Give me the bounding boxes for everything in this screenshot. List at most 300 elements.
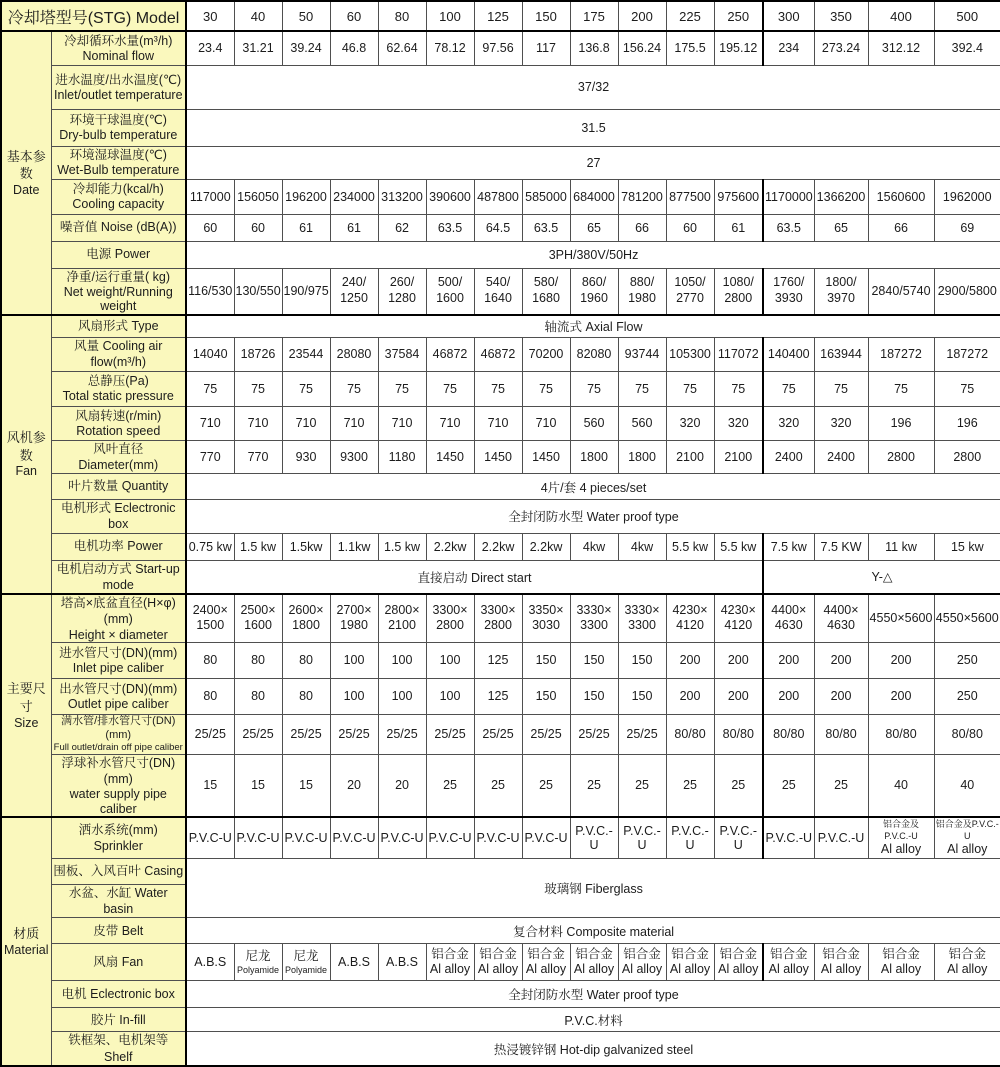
- value-cell: P.V.C-U: [330, 817, 378, 858]
- cell-line: Al alloy: [947, 962, 988, 977]
- value-cell: 80/80: [714, 714, 763, 754]
- row-label-zh: 总静压(Pa): [87, 374, 149, 389]
- row-label: [51, 533, 186, 560]
- row-label: [51, 146, 186, 179]
- cell-line: 1500: [196, 618, 225, 633]
- value-cell: 1962000: [934, 179, 1000, 214]
- value-cell: 25: [714, 754, 763, 817]
- value-cell: 100: [378, 642, 426, 678]
- value-cell: 37584: [378, 338, 426, 372]
- value-cell: 1.5kw: [282, 533, 330, 560]
- cell-line: 2770: [676, 291, 704, 305]
- value-cell: 2400: [763, 440, 814, 474]
- value-cell: 312.12: [868, 31, 934, 65]
- row-label-zh: 铁框架、电机架等 Shelf: [68, 1033, 169, 1064]
- value-cell: [666, 268, 714, 315]
- merged-value-cell: 全封闭防水型 Water proof type: [186, 981, 1000, 1008]
- row-label-zh: 进水管尺寸(DN)(mm): [59, 646, 178, 661]
- value-cell: 1450: [474, 440, 522, 474]
- value-cell: [570, 944, 618, 981]
- value-cell: 770: [186, 440, 234, 474]
- row-label-zh: 进水温度/出水温度(℃): [55, 72, 182, 87]
- row-label-en: Total static pressure: [62, 389, 174, 404]
- cell-line: Al alloy: [573, 962, 615, 977]
- value-cell: 150: [522, 678, 570, 714]
- merged-value-cell: 复合材料 Composite material: [186, 918, 1000, 944]
- value-cell: 130/550: [234, 268, 282, 315]
- model-header-cell: 50: [282, 1, 330, 31]
- value-cell: [378, 268, 426, 315]
- value-cell: 80/80: [868, 714, 934, 754]
- value-cell: 46872: [474, 338, 522, 372]
- value-cell: 125: [474, 678, 522, 714]
- value-cell: 200: [763, 678, 814, 714]
- value-cell: [868, 817, 934, 858]
- value-cell: 100: [378, 678, 426, 714]
- value-cell: [666, 944, 714, 981]
- value-cell: 710: [426, 406, 474, 440]
- cell-line: Al alloy: [669, 962, 711, 977]
- value-cell: 156050: [234, 179, 282, 214]
- model-header-cell: 125: [474, 1, 522, 31]
- row-label-zh: 环境湿球温度(℃): [69, 148, 167, 163]
- value-cell: 69: [934, 214, 1000, 241]
- value-cell: 234000: [330, 179, 378, 214]
- cell-line: 260/: [389, 275, 415, 290]
- cell-line: 3300: [580, 618, 608, 633]
- cell-line: Al alloy: [880, 842, 922, 857]
- model-header-cell: 250: [714, 1, 763, 31]
- cell-line: 3930: [774, 291, 803, 305]
- value-cell: 930: [282, 440, 330, 474]
- value-cell: 80: [186, 678, 234, 714]
- value-cell: 75: [330, 371, 378, 406]
- value-cell: 487800: [474, 179, 522, 214]
- cell-line: 500/: [437, 275, 463, 290]
- value-cell: 175.5: [666, 31, 714, 65]
- value-cell: 2100: [714, 440, 763, 474]
- merged-value-cell: 轴流式 Axial Flow: [186, 315, 1000, 338]
- value-cell: [934, 944, 1000, 981]
- cell-line: 尼龙: [245, 948, 271, 963]
- value-cell: 877500: [666, 179, 714, 214]
- value-cell: 25/25: [474, 714, 522, 754]
- group-label-zh: 风机参数: [6, 430, 46, 463]
- cell-line: 2800: [436, 618, 464, 633]
- value-cell: 2800: [868, 440, 934, 474]
- value-cell: 7.5 kw: [763, 533, 814, 560]
- cell-line: 2700×: [336, 602, 372, 617]
- value-cell: 75: [282, 371, 330, 406]
- value-cell: 5.5 kw: [714, 533, 763, 560]
- value-cell: 40: [934, 754, 1000, 817]
- row-label: [51, 858, 186, 884]
- value-cell: 75: [474, 371, 522, 406]
- value-cell: 75: [763, 371, 814, 406]
- value-cell: 25/25: [282, 714, 330, 754]
- row-label-zh: 叶片数量 Quantity: [68, 479, 169, 494]
- value-cell: 140400: [763, 338, 814, 372]
- value-cell: 156.24: [618, 31, 666, 65]
- value-cell: 23.4: [186, 31, 234, 65]
- value-cell: [330, 268, 378, 315]
- model-header-cell: 200: [618, 1, 666, 31]
- value-cell: [234, 594, 282, 642]
- cell-line: 2600×: [288, 602, 324, 617]
- value-cell: P.V.C.-U: [618, 817, 666, 858]
- row-label-en: Wet-Bulb temperature: [57, 163, 180, 178]
- cell-line: 1800/: [825, 275, 857, 290]
- cell-line: 3330×: [624, 602, 660, 617]
- merged-value-cell: 3PH/380V/50Hz: [186, 241, 1000, 268]
- value-cell: 2800: [934, 440, 1000, 474]
- group-label-zh: 材质: [13, 926, 40, 942]
- row-label: [51, 440, 186, 474]
- cell-line: 铝合金: [671, 946, 709, 961]
- value-cell: 4kw: [618, 533, 666, 560]
- row-label-en: Net weight/Running weight: [63, 284, 173, 314]
- value-cell: 80: [282, 642, 330, 678]
- row-label: [51, 500, 186, 534]
- value-cell: 15 kw: [934, 533, 1000, 560]
- group-label-en: Material: [4, 942, 49, 957]
- value-cell: 25: [814, 754, 868, 817]
- cell-line: 1080/: [722, 275, 754, 290]
- row-label-zh: 环境干球温度(℃): [69, 113, 167, 128]
- row-label: [51, 981, 186, 1008]
- row-label: [51, 754, 186, 817]
- row-label: [51, 371, 186, 406]
- value-cell: [282, 944, 330, 981]
- row-label-zh: 风扇 Fan: [93, 955, 144, 970]
- model-header-cell: 30: [186, 1, 234, 31]
- row-label: [51, 31, 186, 65]
- value-cell: 80: [186, 642, 234, 678]
- value-cell: 100: [426, 642, 474, 678]
- model-header-cell: 40: [234, 1, 282, 31]
- value-cell: 392.4: [934, 31, 1000, 65]
- value-cell: 100: [330, 678, 378, 714]
- group-label-size: [1, 594, 51, 817]
- value-cell: 25: [426, 754, 474, 817]
- row-label: [51, 406, 186, 440]
- value-cell: [186, 594, 234, 642]
- cell-line: 铝合金: [623, 946, 661, 961]
- cell-line: Polyamide: [237, 965, 280, 976]
- value-cell: [426, 268, 474, 315]
- value-cell: 200: [814, 642, 868, 678]
- value-cell: P.V.C-U: [522, 817, 570, 858]
- value-cell: 62.64: [378, 31, 426, 65]
- value-cell: 15: [282, 754, 330, 817]
- value-cell: 200: [763, 642, 814, 678]
- value-cell: [474, 268, 522, 315]
- row-label-zh: 浮球补水管尺寸(DN)(mm): [61, 755, 176, 787]
- row-label-zh: 电机 Eclectronic box: [61, 987, 175, 1002]
- merged-value-cell: 全封闭防水型 Water proof type: [186, 500, 1000, 534]
- value-cell: 200: [714, 678, 763, 714]
- value-cell: 63.5: [426, 214, 474, 241]
- merged-value-cell: 玻璃钢 Fiberglass: [186, 858, 1000, 918]
- value-cell: [618, 268, 666, 315]
- value-cell: 75: [618, 371, 666, 406]
- row-label: [51, 338, 186, 372]
- value-cell: 75: [426, 371, 474, 406]
- group-label-fan: [1, 315, 51, 595]
- value-cell: 23544: [282, 338, 330, 372]
- value-cell: 684000: [570, 179, 618, 214]
- row-label: [51, 642, 186, 678]
- row-label: [51, 817, 186, 858]
- row-label: [51, 918, 186, 944]
- value-cell: 61: [330, 214, 378, 241]
- row-label-zh: 电源 Power: [86, 247, 151, 262]
- value-cell: 200: [868, 678, 934, 714]
- value-cell: 25: [474, 754, 522, 817]
- row-label-zh: 风扇转速(r/min): [75, 408, 162, 423]
- value-cell: 710: [474, 406, 522, 440]
- value-cell: [522, 944, 570, 981]
- value-cell: [814, 944, 868, 981]
- value-cell: [714, 944, 763, 981]
- value-cell: 4550×5600: [934, 594, 1000, 642]
- cell-line: 4120: [724, 618, 753, 633]
- value-cell: [763, 944, 814, 981]
- value-cell: P.V.C-U: [282, 817, 330, 858]
- row-label: [51, 315, 186, 338]
- value-cell: 28080: [330, 338, 378, 372]
- value-cell: 2900/5800: [934, 268, 1000, 315]
- cell-line: Al alloy: [718, 962, 759, 977]
- value-cell: 150: [618, 642, 666, 678]
- model-header-cell: 150: [522, 1, 570, 31]
- value-cell: 60: [186, 214, 234, 241]
- value-cell: 62: [378, 214, 426, 241]
- value-cell: 195.12: [714, 31, 763, 65]
- value-cell: [714, 594, 763, 642]
- cell-line: 铝合金: [882, 946, 920, 961]
- value-cell: 61: [714, 214, 763, 241]
- value-cell: [522, 594, 570, 642]
- cell-line: Al alloy: [525, 962, 567, 977]
- model-header-cell: 175: [570, 1, 618, 31]
- row-label-en: Cooling capacity: [72, 197, 165, 212]
- value-cell: 150: [570, 642, 618, 678]
- cell-line: 铝合金: [431, 946, 469, 961]
- model-header-cell: 60: [330, 1, 378, 31]
- value-cell: 63.5: [522, 214, 570, 241]
- value-cell: 105300: [666, 338, 714, 372]
- value-cell: 80/80: [934, 714, 1000, 754]
- model-header-cell: 225: [666, 1, 714, 31]
- value-cell: 93744: [618, 338, 666, 372]
- row-label: [51, 678, 186, 714]
- value-cell: 80/80: [814, 714, 868, 754]
- value-cell: 196: [868, 406, 934, 440]
- value-cell: 196: [934, 406, 1000, 440]
- value-cell: 75: [522, 371, 570, 406]
- value-cell: [618, 944, 666, 981]
- cell-line: 铝合金及P.V.C.-U: [883, 819, 920, 842]
- row-label: [51, 594, 186, 642]
- cell-line: 尼龙: [293, 948, 319, 963]
- value-cell: 20: [378, 754, 426, 817]
- row-label-zh: 电机启动方式 Start-up mode: [56, 561, 180, 592]
- value-cell: 25/25: [378, 714, 426, 754]
- model-header-cell: 500: [934, 1, 1000, 31]
- row-label-en: Dry-bulb temperature: [59, 128, 178, 143]
- value-cell: 1800: [570, 440, 618, 474]
- cell-line: 4630: [827, 618, 855, 633]
- group-label-date: [1, 31, 51, 315]
- value-cell: 80: [234, 678, 282, 714]
- cell-line: 3970: [827, 291, 855, 305]
- value-cell: [282, 594, 330, 642]
- value-cell: 150: [618, 678, 666, 714]
- cell-line: Al alloy: [820, 962, 862, 977]
- value-cell: 117: [522, 31, 570, 65]
- row-label-zh: 电机形式 Eclectronic box: [60, 501, 176, 532]
- row-label: [51, 241, 186, 268]
- value-cell: 710: [282, 406, 330, 440]
- value-cell: 97.56: [474, 31, 522, 65]
- value-cell: 975600: [714, 179, 763, 214]
- row-label-en: Inlet/outlet temperature: [53, 87, 183, 102]
- row-label: [51, 474, 186, 500]
- value-cell: 4kw: [570, 533, 618, 560]
- cell-line: Al alloy: [477, 962, 519, 977]
- value-cell: 80/80: [763, 714, 814, 754]
- value-cell: 1.1kw: [330, 533, 378, 560]
- value-cell: 25/25: [186, 714, 234, 754]
- value-cell: 60: [666, 214, 714, 241]
- group-label-zh: 基本参数: [6, 148, 46, 182]
- value-cell: 7.5 KW: [814, 533, 868, 560]
- value-cell: 710: [522, 406, 570, 440]
- cell-line: 1600: [436, 291, 464, 305]
- cell-line: 1050/: [674, 275, 706, 290]
- value-cell: 250: [934, 642, 1000, 678]
- value-cell: [666, 594, 714, 642]
- row-label-zh: 水盆、水缸 Water basin: [68, 885, 168, 917]
- value-cell: 2.2kw: [474, 533, 522, 560]
- value-cell: 190/975: [282, 268, 330, 315]
- value-cell: 31.21: [234, 31, 282, 65]
- spec-table-body: [1, 1, 1000, 1066]
- value-cell: P.V.C-U: [378, 817, 426, 858]
- value-cell: 80: [234, 642, 282, 678]
- value-cell: [814, 268, 868, 315]
- row-label-zh: 满水管/排水管尺寸(DN)(mm): [61, 714, 176, 741]
- cell-line: 2100: [388, 618, 416, 633]
- value-cell: 710: [330, 406, 378, 440]
- row-label-zh: 洒水系统(mm) Sprinkler: [78, 822, 158, 853]
- row-label-en: Inlet pipe caliber: [72, 661, 164, 676]
- row-label-en: Full outlet/drain off pipe caliber: [53, 742, 183, 754]
- value-cell: 80: [282, 678, 330, 714]
- value-cell: 80/80: [666, 714, 714, 754]
- merged-value-cell: 31.5: [186, 109, 1000, 146]
- cell-line: 2800: [484, 618, 512, 633]
- value-cell: 78.12: [426, 31, 474, 65]
- value-cell: [868, 944, 934, 981]
- cell-line: 铝合金: [527, 946, 565, 961]
- value-cell: 320: [763, 406, 814, 440]
- value-cell: [763, 268, 814, 315]
- row-label: [51, 179, 186, 214]
- value-cell: [934, 817, 1000, 858]
- value-cell: 70200: [522, 338, 570, 372]
- value-cell: 1450: [522, 440, 570, 474]
- value-cell: 4550×5600: [868, 594, 934, 642]
- value-cell: 25: [618, 754, 666, 817]
- row-label: [51, 1032, 186, 1066]
- value-cell: 250: [934, 678, 1000, 714]
- value-cell: [763, 594, 814, 642]
- cell-line: Al alloy: [880, 962, 922, 977]
- value-cell: [330, 594, 378, 642]
- value-cell: 1180: [378, 440, 426, 474]
- value-cell: [378, 594, 426, 642]
- row-label: [51, 214, 186, 241]
- value-cell: 200: [814, 678, 868, 714]
- value-cell: [234, 944, 282, 981]
- value-cell: [426, 944, 474, 981]
- value-cell: A.B.S: [186, 944, 234, 981]
- value-cell: A.B.S: [378, 944, 426, 981]
- cell-line: 铝合金: [479, 946, 517, 961]
- value-cell: 25: [522, 754, 570, 817]
- cell-line: 580/: [533, 275, 559, 290]
- value-cell: 585000: [522, 179, 570, 214]
- value-cell: 14040: [186, 338, 234, 372]
- value-cell: 2.2kw: [426, 533, 474, 560]
- value-cell: [474, 944, 522, 981]
- value-cell: 200: [714, 642, 763, 678]
- value-cell: P.V.C.-U: [714, 817, 763, 858]
- value-cell: 64.5: [474, 214, 522, 241]
- value-cell: [522, 268, 570, 315]
- group-label-en: Size: [14, 715, 39, 730]
- value-cell: 710: [186, 406, 234, 440]
- row-label-en: Nominal flow: [82, 49, 155, 64]
- value-cell: 1170000: [763, 179, 814, 214]
- value-cell: 25/25: [330, 714, 378, 754]
- cell-line: 4630: [774, 618, 803, 633]
- value-cell: 25: [666, 754, 714, 817]
- cell-line: Al alloy: [621, 962, 663, 977]
- value-cell: 1.5 kw: [234, 533, 282, 560]
- value-cell: [714, 268, 763, 315]
- value-cell: 117072: [714, 338, 763, 372]
- table-title-cell: 冷却塔型号(STG) Model: [1, 1, 186, 31]
- value-cell: [426, 594, 474, 642]
- value-cell: 82080: [570, 338, 618, 372]
- value-cell: 46.8: [330, 31, 378, 65]
- value-cell: 163944: [814, 338, 868, 372]
- cell-line: 3330×: [576, 602, 612, 617]
- value-cell: 187272: [868, 338, 934, 372]
- value-cell: 66: [868, 214, 934, 241]
- cell-line: 1980: [628, 291, 656, 305]
- value-cell: 116/530: [186, 268, 234, 315]
- value-cell: 320: [714, 406, 763, 440]
- value-cell: 75: [666, 371, 714, 406]
- value-cell: [618, 594, 666, 642]
- value-cell: P.V.C-U: [234, 817, 282, 858]
- value-cell: 320: [666, 406, 714, 440]
- row-label: [51, 268, 186, 315]
